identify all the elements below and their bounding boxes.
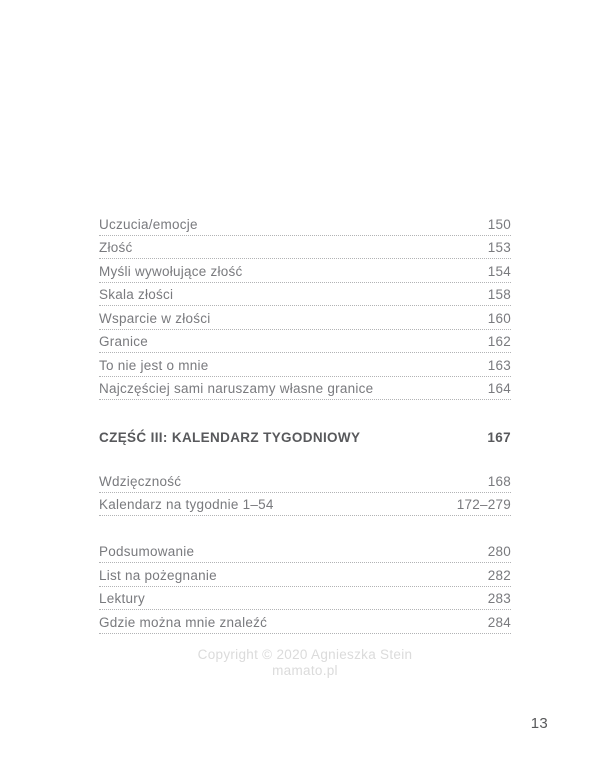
toc-entry [99,330,511,354]
copyright-footer [99,647,511,680]
toc-entry-label: Złość [99,240,133,255]
toc-entry-label: Myśli wywołujące złość [99,263,243,279]
toc-entry-page: 283 [487,591,511,606]
toc-entry-label: Wsparcie w złości [99,310,211,326]
toc-entry-page: 163 [487,357,511,373]
toc-entry-page: 282 [487,567,511,583]
toc-entry [99,259,511,283]
toc-entry-label: Skala złości [99,287,174,302]
toc-entry-page: 158 [487,287,511,302]
toc-entry [99,469,511,493]
toc-entry-label: Kalendarz na tygodnie 1–54 [99,497,274,512]
section-header-page: 167 [487,430,511,445]
toc-entry-page: 172–279 [456,497,511,512]
toc-entry [99,563,511,587]
toc-entry-page: 154 [487,263,511,279]
toc-entry [99,212,511,236]
toc-entry-page: 280 [487,544,511,559]
copyright-line: Copyright © 2020 Agnieszka Stein [197,646,413,662]
toc-entry [99,306,511,330]
section-header [99,425,511,449]
toc-entry-label: Podsumowanie [99,544,195,559]
toc-group-closing-entries [99,540,511,634]
toc-group-part3-entries [99,469,511,516]
table-of-contents [99,212,511,680]
section-header-label: CZĘŚĆ III: KALENDARZ TYGODNIOWY [99,430,361,445]
toc-entry-label: Uczucia/emocje [99,216,198,232]
toc-group-part2-entries [99,212,511,400]
toc-entry-page: 150 [487,216,511,232]
toc-entry-label: To nie jest o mnie [99,357,209,373]
toc-entry-label: Granice [99,334,149,349]
website-line: mamato.pl [272,663,338,678]
toc-entry-label: Wdzięczność [99,473,182,489]
toc-entry [99,236,511,260]
toc-entry-label: Gdzie można mnie znaleźć [99,614,268,630]
toc-entry [99,283,511,307]
toc-entry [99,610,511,634]
toc-entry-page: 153 [487,240,511,255]
toc-entry-page: 164 [487,381,511,396]
toc-entry-label: Lektury [99,591,146,606]
toc-entry [99,493,511,517]
toc-entry-label: List na pożegnanie [99,567,217,583]
toc-entry-label: Najczęściej sami naruszamy własne granice [99,381,374,396]
toc-entry [99,377,511,401]
toc-entry-page: 162 [487,334,511,349]
toc-entry [99,353,511,377]
toc-entry [99,540,511,564]
page-number: 13 [530,715,548,732]
toc-entry [99,587,511,611]
toc-entry-page: 168 [487,473,511,489]
toc-entry-page: 284 [487,614,511,630]
toc-entry-page: 160 [487,310,511,326]
